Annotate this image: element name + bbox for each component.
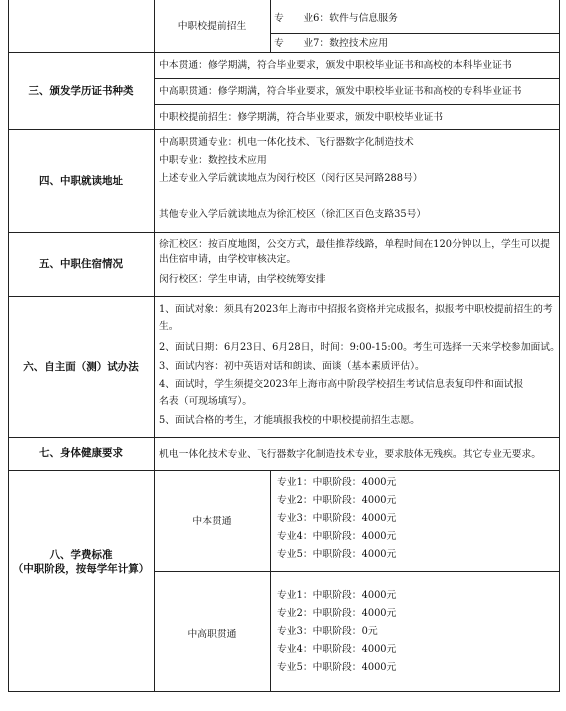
cell-divider [270,0,271,52]
address-line: 其他专业入学后就读地点为徐汇校区（徐汇区百色支路35号） [159,209,427,220]
row-divider [270,33,560,34]
section-title-certificates: 三、颁发学历证书种类 [28,85,134,97]
tuition-group-label: 中高职贯通 [187,629,237,640]
row-divider [8,470,560,471]
interview-item: 2、面试日期：6月23日、6月28日，时间：9:00-15:00。考生可选择一天来学校参加面试。 [159,342,560,353]
cell-divider [270,470,271,692]
fee-line: 专业3：中职阶段：0元 [277,626,378,637]
fee-line: 专业1：中职阶段：4000元 [277,590,397,601]
row-divider [8,437,560,438]
fee-line: 专业4：中职阶段：4000元 [277,644,397,655]
row-divider [8,232,560,233]
row-divider [154,78,560,79]
fee-line: 专业4：中职阶段：4000元 [277,531,397,542]
interview-item: 4、面试时，学生须提交2023年上海市高中阶段学校招生考试信息表复印件和面试报名表（可现场填写）。 [159,379,524,407]
row-divider [8,296,560,297]
fee-line: 专业1：中职阶段：4000元 [277,477,397,488]
tuition-group-label: 中本贯通 [192,516,232,527]
certificate-line: 中高职贯通：修学期满，符合毕业要求，颁发中职校毕业证书和高校的专科毕业证书 [159,86,522,97]
section-title-tuition: 八、学费标准 [49,549,113,561]
fee-line: 专业5：中职阶段：4000元 [277,549,397,560]
housing-minhang: 闵行校区：学生申请，由学校统筹安排 [159,274,326,285]
interview-item: 1、面试对象：须具有2023年上海市中招报名资格并完成报名，拟报考中职校提前招生的考生。 [159,304,553,332]
health-requirement: 机电一体化技术专业、飞行器数字化制造技术专业，要求肢体无残疾。其它专业无要求。 [159,449,542,460]
row-divider [8,129,560,130]
fee-line: 专业2：中职阶段：4000元 [277,608,397,619]
section-title-housing: 五、中职住宿情况 [39,258,123,270]
certificate-line: 中职校提前招生：修学期满，符合毕业要求，颁发中职校毕业证书 [159,112,444,123]
row-divider [154,571,560,572]
major-6: 专 业6：软件与信息服务 [274,13,398,24]
major-7: 专 业7：数控技术应用 [274,38,388,49]
fee-line: 专业5：中职阶段：4000元 [277,662,397,673]
enrollment-type-label: 中职校提前招生 [177,21,247,32]
section-title-health: 七、身体健康要求 [39,447,123,459]
section-subtitle-tuition: （中职阶段，按每学年计算） [12,563,150,575]
address-line: 中高职贯通专业：机电一体化技术、飞行器数字化制造技术 [159,137,414,148]
section-title-interview: 六、自主面（测）试办法 [23,361,139,373]
row-divider [8,52,560,53]
fee-line: 专业2：中职阶段：4000元 [277,495,397,506]
section-title-address: 四、中职就读地址 [39,175,123,187]
fee-line: 专业3：中职阶段：4000元 [277,513,397,524]
address-line: 中职专业：数控技术应用 [159,155,267,166]
interview-item: 5、面试合格的考生，才能填报我校的中职校提前招生志愿。 [159,415,420,426]
housing-xuhui: 徐汇校区：按百度地图，公交方式，最佳推荐线路，单程时间在120分钟以上，学生可以提出住宿申请，由学校审核决定。 [159,239,550,265]
certificate-line: 中本贯通：修学期满，符合毕业要求，颁发中职校毕业证书和高校的本科毕业证书 [159,60,512,71]
interview-item: 3、面试内容：初中英语对话和朗读、面谈（基本素质评估）。 [159,361,425,372]
address-line: 上述专业入学后就读地点为闵行校区（闵行区吴河路288号） [159,173,423,184]
row-divider [8,691,560,692]
row-divider [154,104,560,105]
table-border-left [8,0,9,692]
